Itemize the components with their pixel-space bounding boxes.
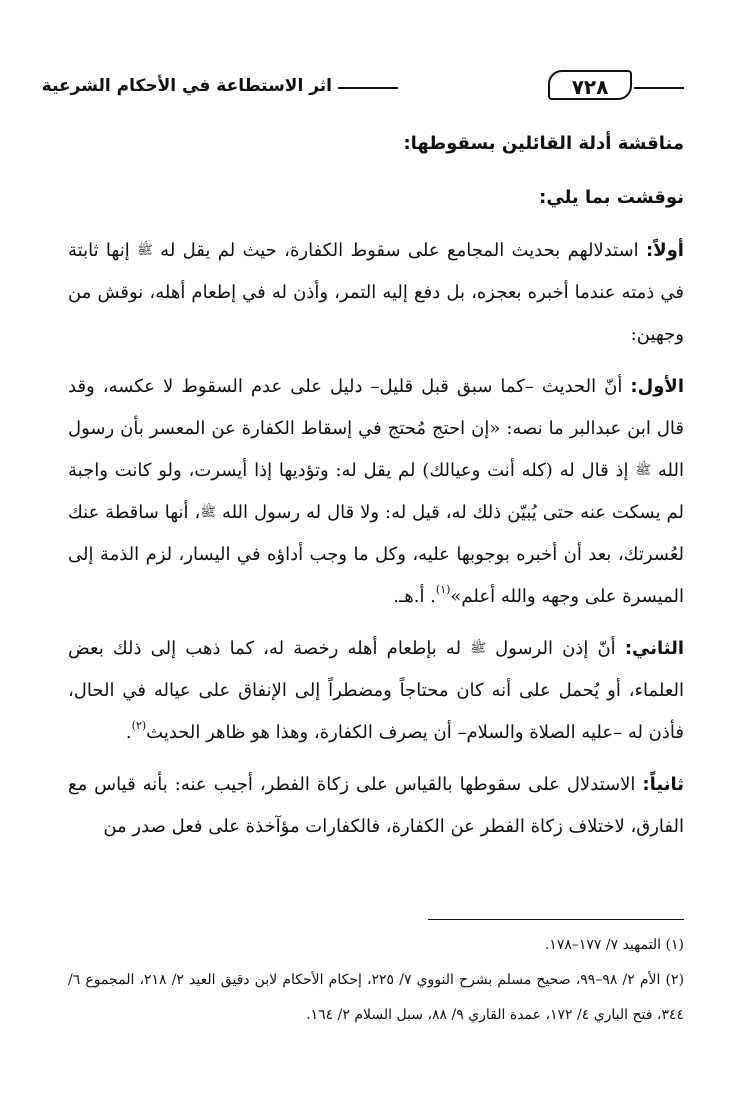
- paragraph-text: إنها ثابتة في ذمته عندما أخبره بعجزه، بل دفع إليه التمر، وأذن له في إطعام أهله، نوقش من وجهين:: [68, 240, 684, 345]
- paragraph-first-argument: [68, 230, 684, 356]
- book-title: اثر الاستطاعة في الأحكام الشرعية: [41, 76, 332, 96]
- header-rule-right: [634, 87, 684, 89]
- page-number: ٧٢٨: [548, 70, 632, 100]
- paragraph-lead: الثاني:: [624, 638, 685, 659]
- paragraph-text: أنّ الحديث –كما سبق قبل قليل– دليل على عدم السقوط لا عكسه، وقد قال ابن عبدالبر ما نصه: «إن احتج مُحتج في إسقاط الكفارة عن المعسر بأن رسول الله: [68, 376, 684, 481]
- section-subheading: نوقشت بما يلي:: [539, 187, 684, 208]
- paragraph-lead: الأول:: [630, 376, 684, 397]
- section-heading: مناقشة أدلة القائلين بسقوطها:: [403, 133, 684, 154]
- paragraph-second-argument: [68, 764, 684, 848]
- paragraph-text: إذ قال له (كله أنت وعيالك) لم يقل له: وتؤديها إذا أيسرت، ولو كانت واجبة لم يسكت عنه حتى يُبيّن ذلك له، قيل له: ولا قال له رسول الله: [68, 460, 684, 523]
- salutation-glyph: ﷺ: [137, 243, 153, 258]
- salutation-glyph: ﷺ: [200, 505, 217, 520]
- paragraph-text: استدلالهم بحديث المجامع على سقوط الكفارة، حيث لم يقل له: [160, 240, 639, 261]
- footnote-2: (٢) الأم ٢/ ٩٨–٩٩، صحيح مسلم بشرح النووي ٧/ ٢٢٥، إحكام الأحكام لابن دقيق العيد ٢/ ٢١٨، المجموع ٦/ ٣٤٤، فتح الباري ٤/ ١٧٢، عمدة القاري ٩/ ٨٨، سبل السلام ٢/ ١٦٤.: [68, 972, 685, 1023]
- paragraph-text: . أ.هـ.: [393, 586, 436, 607]
- paragraph-lead: أولاً:: [646, 240, 684, 261]
- footnote-separator: [428, 919, 684, 920]
- paragraph-second-response: [68, 628, 684, 754]
- paragraph-text: ، أنها ساقطة عنك لعُسرتك، بعد أن أخبره بوجوبها عليه، وكل ما وجب أداؤه في اليسار، لزم الذمة إلى الميسرة على وجهه والله أعلم»: [68, 502, 684, 607]
- paragraph-text: .: [125, 722, 132, 743]
- footnote-marker-1: (١): [435, 583, 451, 596]
- paragraph-text: له بإطعام أهله رخصة له، كما ذهب إلى ذلك بعض العلماء، أو يُحمل على أنه كان محتاجاً ومضطراً إلى الإنفاق على عياله في الحال، فأذن له –عليه الصلاة والسلام– أن يصرف الكفارة، وهذا هو ظاهر الحديث: [68, 638, 684, 743]
- paragraph-text: الاستدلال على سقوطها بالقياس على زكاة الفطر، أجيب عنه: بأنه قياس مع الفارق، لاختلاف زكاة الفطر عن الكفارة، فالكفارات مؤآخذة على فعل صدر من: [68, 774, 684, 837]
- salutation-glyph: ﷺ: [470, 641, 486, 656]
- paragraph-lead: ثانياً:: [642, 774, 684, 795]
- footnote-1: (١) التمهيد ٧/ ١٧٧–١٧٨.: [544, 937, 684, 953]
- footnotes: [68, 928, 684, 1033]
- page-header: [41, 66, 684, 106]
- header-rule-middle: [338, 87, 398, 89]
- footnote-marker-2: (٢): [131, 719, 147, 732]
- paragraph-first-response: [68, 366, 684, 618]
- main-text: [68, 122, 684, 858]
- paragraph-text: أنّ إذن الرسول: [495, 638, 616, 659]
- salutation-glyph: ﷺ: [635, 463, 652, 478]
